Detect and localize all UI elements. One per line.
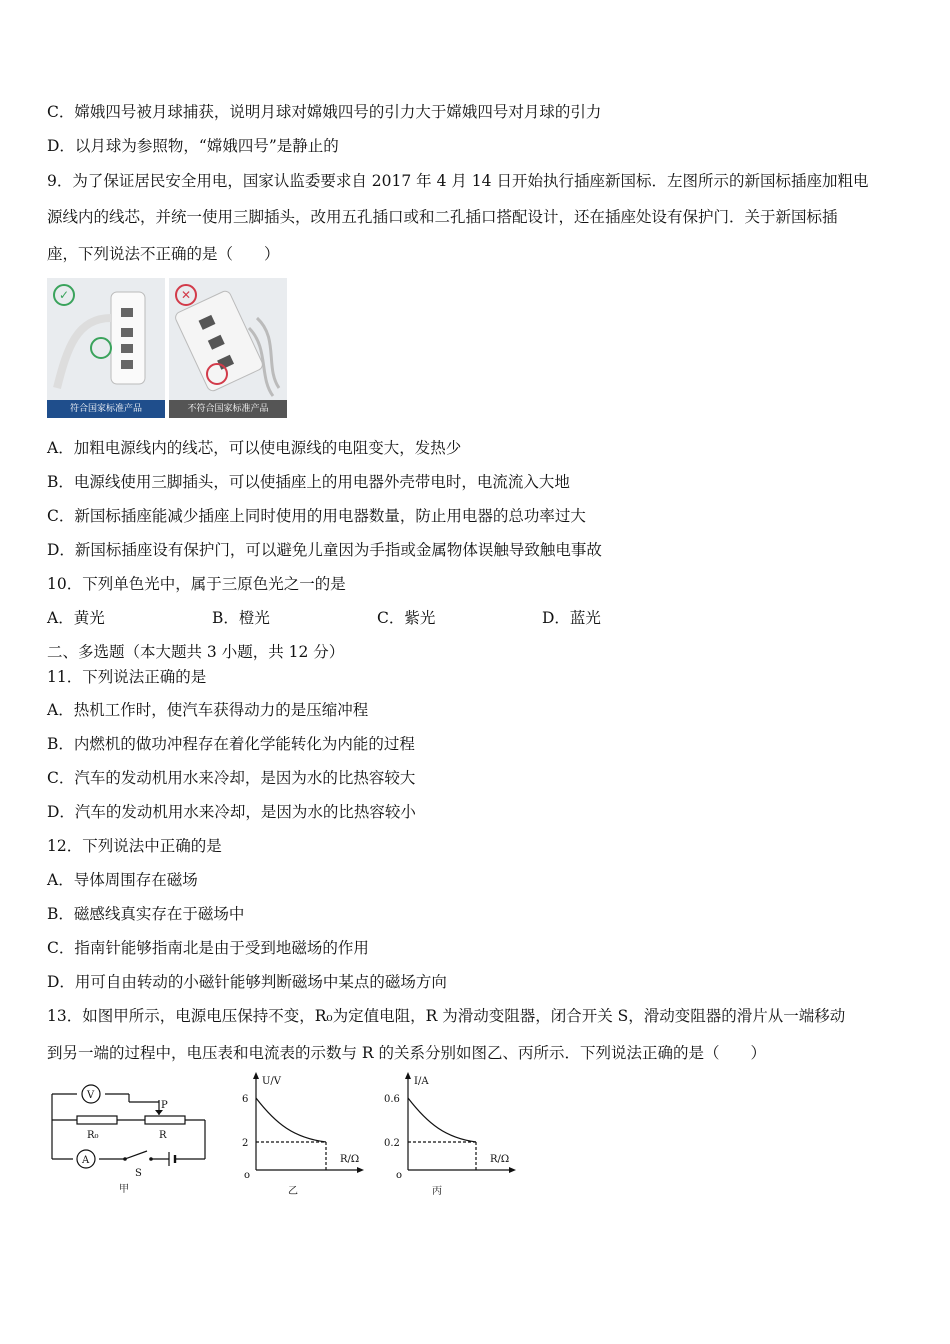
q10-option-b: B．橙光 (212, 609, 270, 627)
q9-stem-line2: 源线内的线芯，并统一使用三脚插头，改用五孔插口或和二孔插口搭配设计，还在插座处设有保护门．关于新国标插 (47, 208, 838, 226)
cross-icon: ✕ (175, 284, 197, 306)
current-y-label: I/A (414, 1076, 429, 1087)
q12-option-a: A．导体周围存在磁场 (47, 871, 198, 889)
q10-option-a: A．黄光 (47, 609, 105, 627)
q10-stem: 10．下列单色光中，属于三原色光之一的是 (47, 575, 346, 593)
voltmeter-label: V (87, 1090, 95, 1101)
figure-bing-caption: 丙 (432, 1186, 442, 1197)
current-tick-low: 0.2 (384, 1138, 400, 1149)
q11-stem: 11．下列说法正确的是 (47, 668, 207, 686)
q9-option-a: A．加粗电源线内的线芯，可以使电源线的电阻变大，发热少 (47, 439, 462, 457)
q8-option-c: C．嫦娥四号被月球捕获，说明月球对嫦娥四号的引力大于嫦娥四号对月球的引力 (47, 103, 602, 121)
figure-yi-caption: 乙 (288, 1186, 298, 1197)
voltage-y-label: U/V (262, 1076, 282, 1087)
voltage-x-label: R/Ω (340, 1154, 360, 1165)
current-tick-high: 0.6 (384, 1094, 400, 1105)
noncompliant-caption: 不符合国家标准产品 (169, 400, 287, 418)
q9-option-d: D．新国标插座设有保护门，可以避免儿童因为手指或金属物体误触导致触电事故 (47, 541, 602, 559)
q11-option-b: B．内燃机的做功冲程存在着化学能转化为内能的过程 (47, 735, 415, 753)
q12-stem: 12．下列说法中正确的是 (47, 837, 222, 855)
q13-stem-line2: 到另一端的过程中，电压表和电流表的示数与 R 的关系分别如图乙、丙所示．下列说法正确的是（ ） (47, 1044, 767, 1062)
slider-label: P (161, 1100, 168, 1111)
q8-option-d: D．以月球为参照物，“嫦娥四号”是静止的 (47, 137, 339, 155)
current-curve (408, 1098, 476, 1142)
q9-stem-line1: 9．为了保证居民安全用电，国家认监委要求自 2017 年 4 月 14 日开始执行插座新国标．左图所示的新国标插座加粗电 (47, 172, 869, 190)
socket-comparison-photo (47, 278, 287, 418)
check-icon: ✓ (53, 284, 75, 306)
ammeter-label: A (82, 1155, 90, 1166)
compliant-caption: 符合国家标准产品 (47, 400, 165, 418)
rheostat-label: R (159, 1130, 167, 1141)
voltage-origin: o (244, 1170, 251, 1181)
current-graph (380, 1066, 525, 1206)
current-x-label: R/Ω (490, 1154, 510, 1165)
q12-option-c: C．指南针能够指南北是由于受到地磁场的作用 (47, 939, 369, 957)
q9-option-b: B．电源线使用三脚插头，可以使插座上的用电器外壳带电时，电流流入大地 (47, 473, 570, 491)
compliant-socket-panel (47, 278, 165, 418)
q10-option-c: C．紫光 (377, 609, 436, 627)
q12-option-b: B．磁感线真实存在于磁场中 (47, 905, 245, 923)
q11-option-a: A．热机工作时，使汽车获得动力的是压缩冲程 (47, 701, 369, 719)
voltage-tick-high: 6 (242, 1094, 249, 1105)
q11-option-c: C．汽车的发动机用水来冷却，是因为水的比热容较大 (47, 769, 416, 787)
q12-option-d: D．用可自由转动的小磁针能够判断磁场中某点的磁场方向 (47, 973, 447, 991)
current-origin: o (396, 1170, 403, 1181)
circuit-diagram (47, 1080, 212, 1200)
q11-option-d: D．汽车的发动机用水来冷却，是因为水的比热容较小 (47, 803, 416, 821)
section-2-heading: 二、多选题（本大题共 3 小题，共 12 分） (47, 643, 345, 661)
voltage-tick-low: 2 (242, 1138, 249, 1149)
q10-option-d: D．蓝光 (542, 609, 601, 627)
q9-option-c: C．新国标插座能减少插座上同时使用的用电器数量，防止用电器的总功率过大 (47, 507, 586, 525)
voltage-graph (232, 1066, 372, 1206)
switch-label: S (135, 1168, 142, 1179)
q9-stem-line3: 座，下列说法不正确的是（ ） (47, 245, 280, 263)
noncompliant-socket-panel (169, 278, 287, 418)
q13-stem-line1: 13．如图甲所示，电源电压保持不变，R₀为定值电阻，R 为滑动变阻器，闭合开关 S，滑动变阻器的滑片从一端移动 (47, 1007, 846, 1025)
figure-jia-caption: 甲 (119, 1184, 129, 1195)
r0-label: R₀ (87, 1130, 99, 1141)
voltage-curve (256, 1098, 326, 1142)
